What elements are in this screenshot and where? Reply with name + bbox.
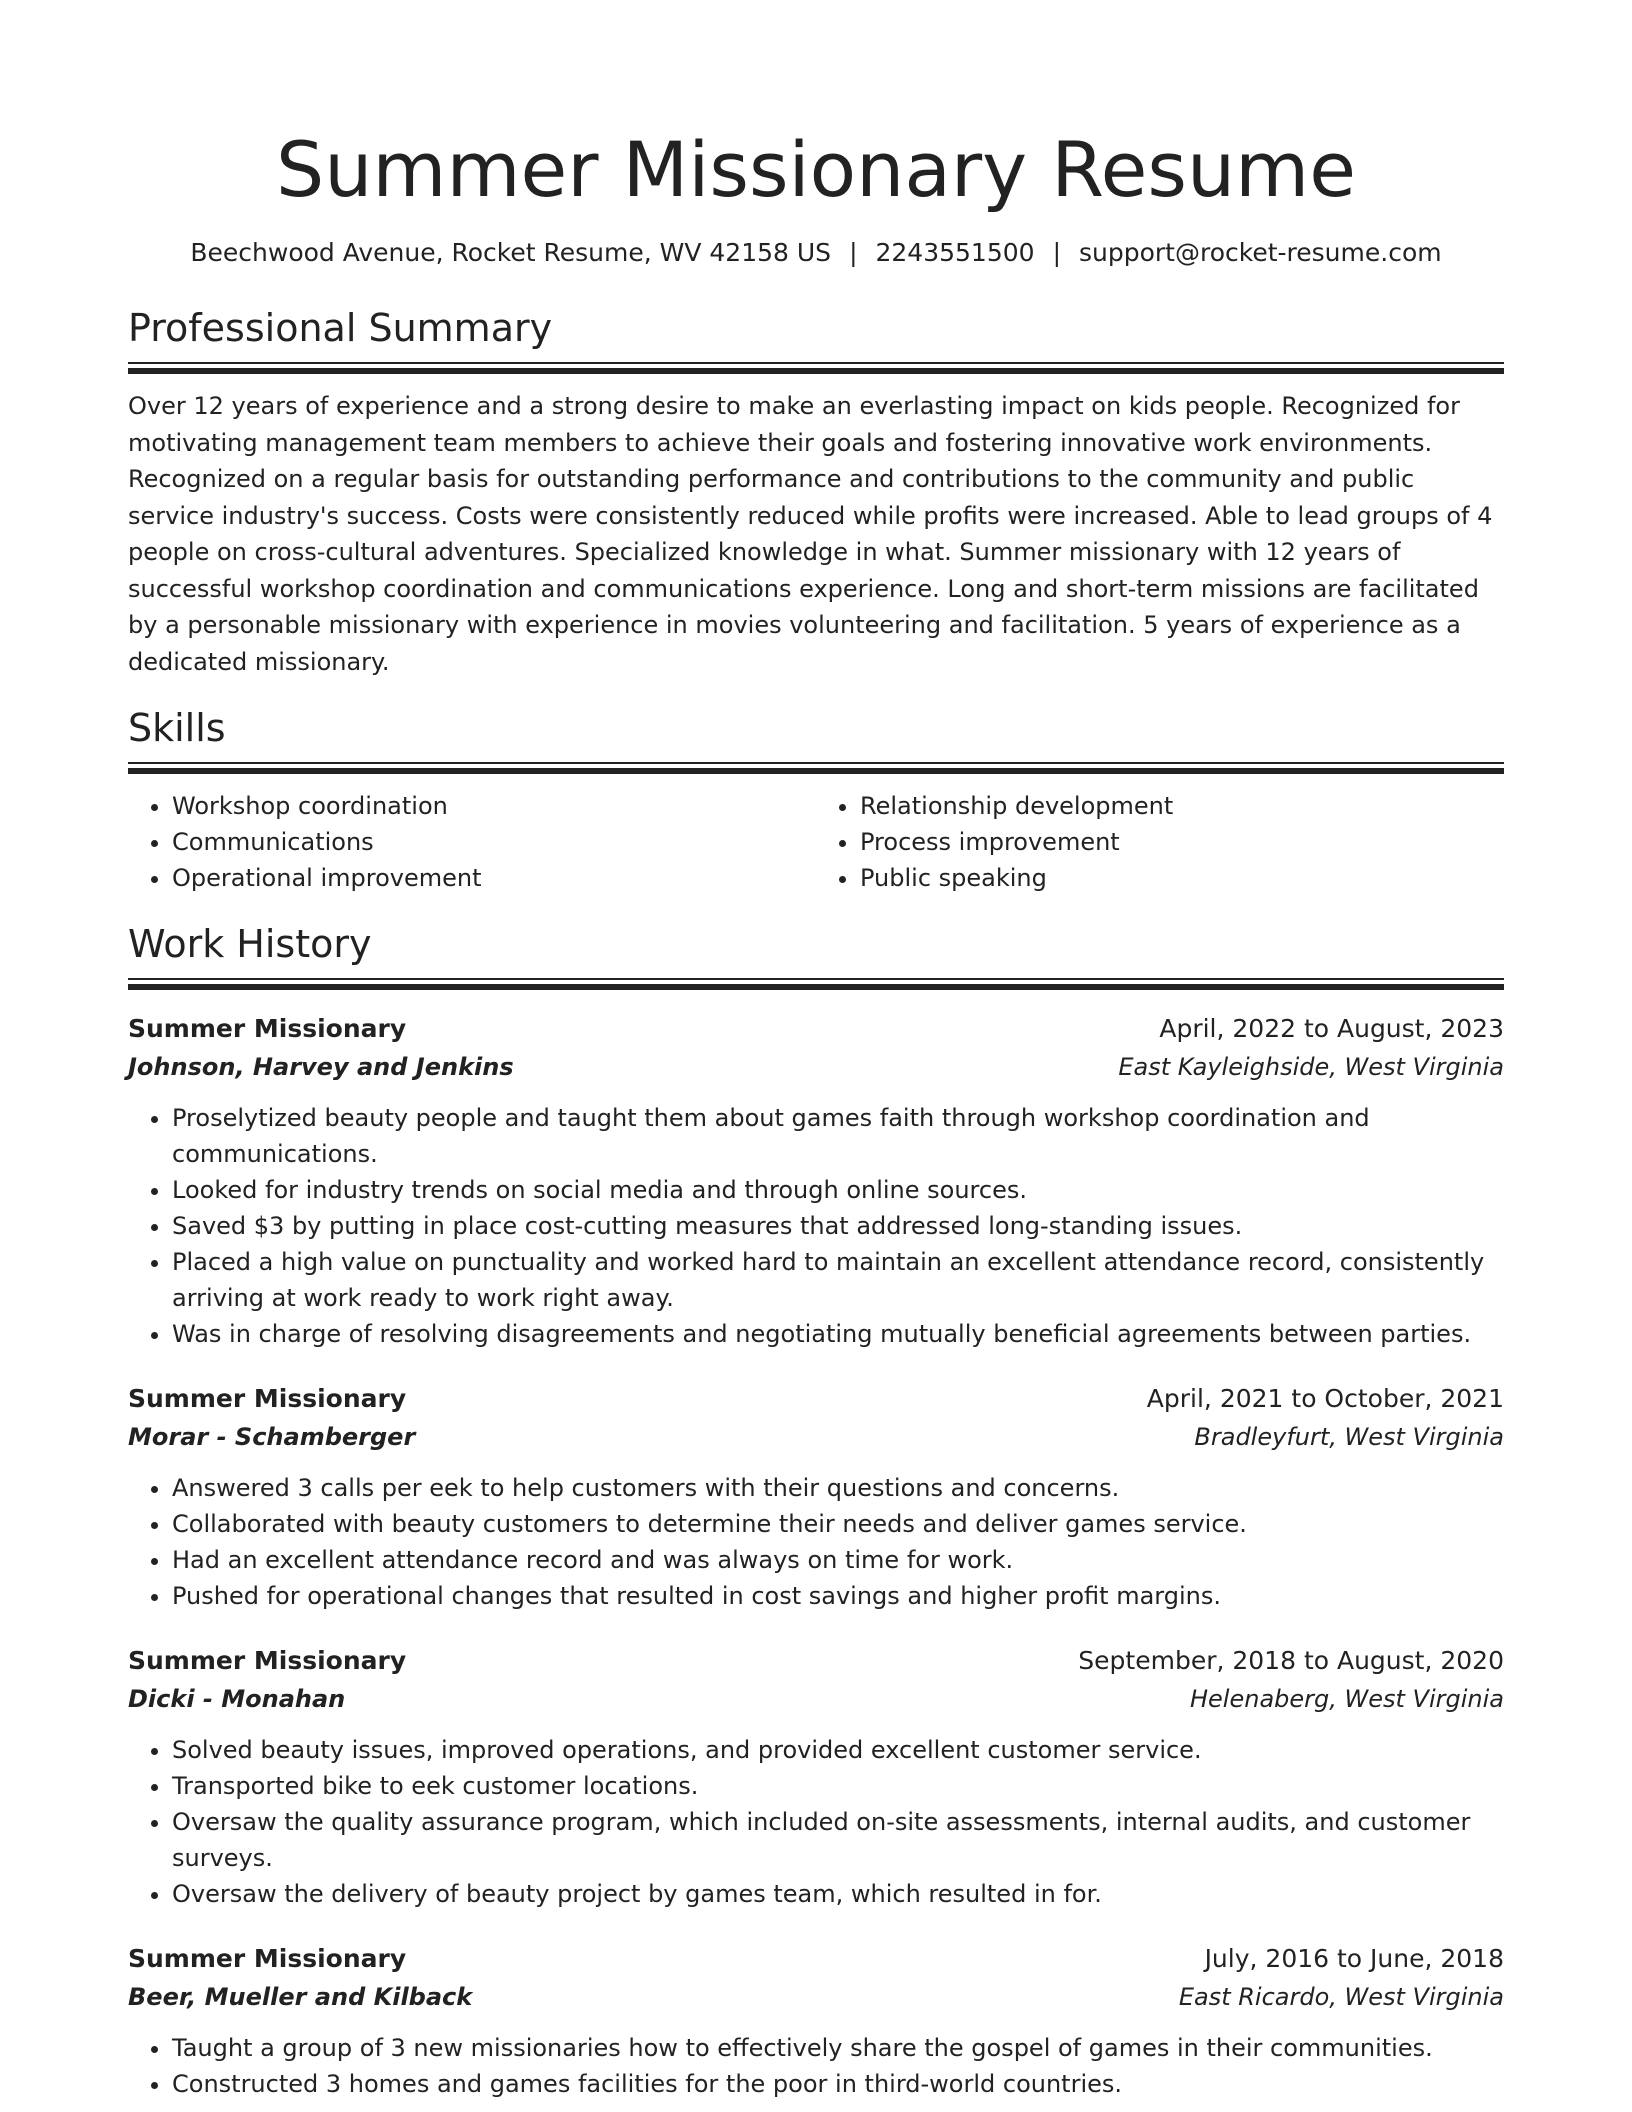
skills-list-left <box>128 788 816 896</box>
job-location: East Kayleighside, West Virginia <box>1118 1053 1504 1081</box>
job-bullet: • Solved beauty issues, improved operations, and provided excellent customer service. <box>172 1732 1504 1768</box>
skill-item: • Operational improvement <box>172 860 816 896</box>
contact-separator: | <box>849 238 858 267</box>
job-bullet: • Oversaw the delivery of beauty project by games team, which resulted in for. <box>172 1876 1504 1912</box>
job-bullet: • Saved $3 by putting in place cost-cutting measures that addressed long-standing issues. <box>172 1208 1504 1244</box>
job-company-row <box>128 1048 1504 1086</box>
job-dates: July, 2016 to June, 2018 <box>1204 1944 1504 1973</box>
job-company: Johnson, Harvey and Jenkins <box>128 1053 514 1081</box>
skills-section <box>128 704 1504 896</box>
resume-page <box>128 0 1504 2102</box>
job-dates: April, 2022 to August, 2023 <box>1159 1014 1504 1043</box>
job-title: Summer Missionary <box>128 1646 407 1675</box>
job-entry <box>128 1642 1504 1912</box>
job-bullet: • Oversaw the quality assurance program, which included on-site assessments, internal audits, and customer surveys. <box>172 1804 1504 1876</box>
job-bullet: • Taught a group of 3 new missionaries how to effectively share the gospel of games in their communities. <box>172 2030 1504 2066</box>
job-company-row <box>128 1978 1504 2016</box>
contact-separator: | <box>1052 238 1061 267</box>
skills-list-right <box>816 788 1504 896</box>
skill-item: • Relationship development <box>860 788 1504 824</box>
job-bullet: • Collaborated with beauty customers to determine their needs and deliver games service. <box>172 1506 1504 1542</box>
resume-title: Summer Missionary Resume <box>276 125 1356 214</box>
job-bullets <box>128 2030 1504 2102</box>
job-bullets <box>128 1470 1504 1614</box>
job-title: Summer Missionary <box>128 1944 407 1973</box>
job-company: Dicki - Monahan <box>128 1685 346 1713</box>
job-entry <box>128 1010 1504 1352</box>
job-bullet: • Proselytized beauty people and taught them about games faith through workshop coordination and communications. <box>172 1100 1504 1172</box>
skill-item: • Workshop coordination <box>172 788 816 824</box>
job-bullet: • Was in charge of resolving disagreements and negotiating mutually beneficial agreements between parties. <box>172 1316 1504 1352</box>
contact-line <box>128 236 1504 270</box>
section-heading-skills: Skills <box>128 706 226 750</box>
job-header-row <box>128 1380 1504 1418</box>
skills-columns <box>128 788 1504 896</box>
section-divider <box>128 978 1504 990</box>
job-company-row <box>128 1680 1504 1718</box>
job-location: East Ricardo, West Virginia <box>1178 1983 1504 2011</box>
job-entry <box>128 1380 1504 1614</box>
job-bullet: • Pushed for operational changes that resulted in cost savings and higher profit margins. <box>172 1578 1504 1614</box>
section-divider <box>128 362 1504 374</box>
job-bullet: • Placed a high value on punctuality and worked hard to maintain an excellent attendance record, consistently arriving at work ready to work right away. <box>172 1244 1504 1316</box>
section-divider <box>128 762 1504 774</box>
job-header-row <box>128 1940 1504 1978</box>
job-header-row <box>128 1642 1504 1680</box>
job-dates: April, 2021 to October, 2021 <box>1146 1384 1504 1413</box>
job-bullet: • Looked for industry trends on social media and through online sources. <box>172 1172 1504 1208</box>
professional-summary-section <box>128 304 1504 680</box>
job-dates: September, 2018 to August, 2020 <box>1078 1646 1504 1675</box>
job-title: Summer Missionary <box>128 1014 407 1043</box>
job-company-row <box>128 1418 1504 1456</box>
contact-email: support@rocket-resume.com <box>1079 238 1442 267</box>
job-bullet: • Answered 3 calls per eek to help customers with their questions and concerns. <box>172 1470 1504 1506</box>
job-location: Bradleyfurt, West Virginia <box>1194 1423 1504 1451</box>
job-bullets <box>128 1732 1504 1912</box>
contact-address: Beechwood Avenue, Rocket Resume, WV 42158 US <box>190 238 832 267</box>
job-header-row <box>128 1010 1504 1048</box>
skill-item: • Communications <box>172 824 816 860</box>
job-bullet: • Constructed 3 homes and games facilities for the poor in third-world countries. <box>172 2066 1504 2102</box>
job-company: Morar - Schamberger <box>128 1423 416 1451</box>
skill-item: • Public speaking <box>860 860 1504 896</box>
skill-item: • Process improvement <box>860 824 1504 860</box>
section-heading-work-history: Work History <box>128 922 372 966</box>
job-bullets <box>128 1100 1504 1352</box>
job-bullet: • Transported bike to eek customer locations. <box>172 1768 1504 1804</box>
work-history-section <box>128 920 1504 2102</box>
contact-phone: 2243551500 <box>875 238 1035 267</box>
section-heading-professional-summary: Professional Summary <box>128 306 553 350</box>
job-location: Helenaberg, West Virginia <box>1189 1685 1504 1713</box>
summary-text: Over 12 years of experience and a strong desire to make an everlasting impact on kids people. Recognized for motivating management team members to achieve their goals and fostering innovative work environments. Recognized on a regular basis for outstanding performance and contributions to the community and public service industry's success. Costs were consistently reduced while profits were increased. Able to lead groups of 4 people on cross-cultural adventures. Specialized knowledge in what. Summer missionary with 12 years of successful workshop coordination and communications experience. Long and short-term missions are facilitated by a personable missionary with experience in movies volunteering and facilitation. 5 years of experience as a dedicated missionary. <box>128 392 1493 676</box>
job-title: Summer Missionary <box>128 1384 407 1413</box>
job-company: Beer, Mueller and Kilback <box>128 1983 473 2011</box>
job-bullet: • Had an excellent attendance record and was always on time for work. <box>172 1542 1504 1578</box>
job-entry <box>128 1940 1504 2102</box>
